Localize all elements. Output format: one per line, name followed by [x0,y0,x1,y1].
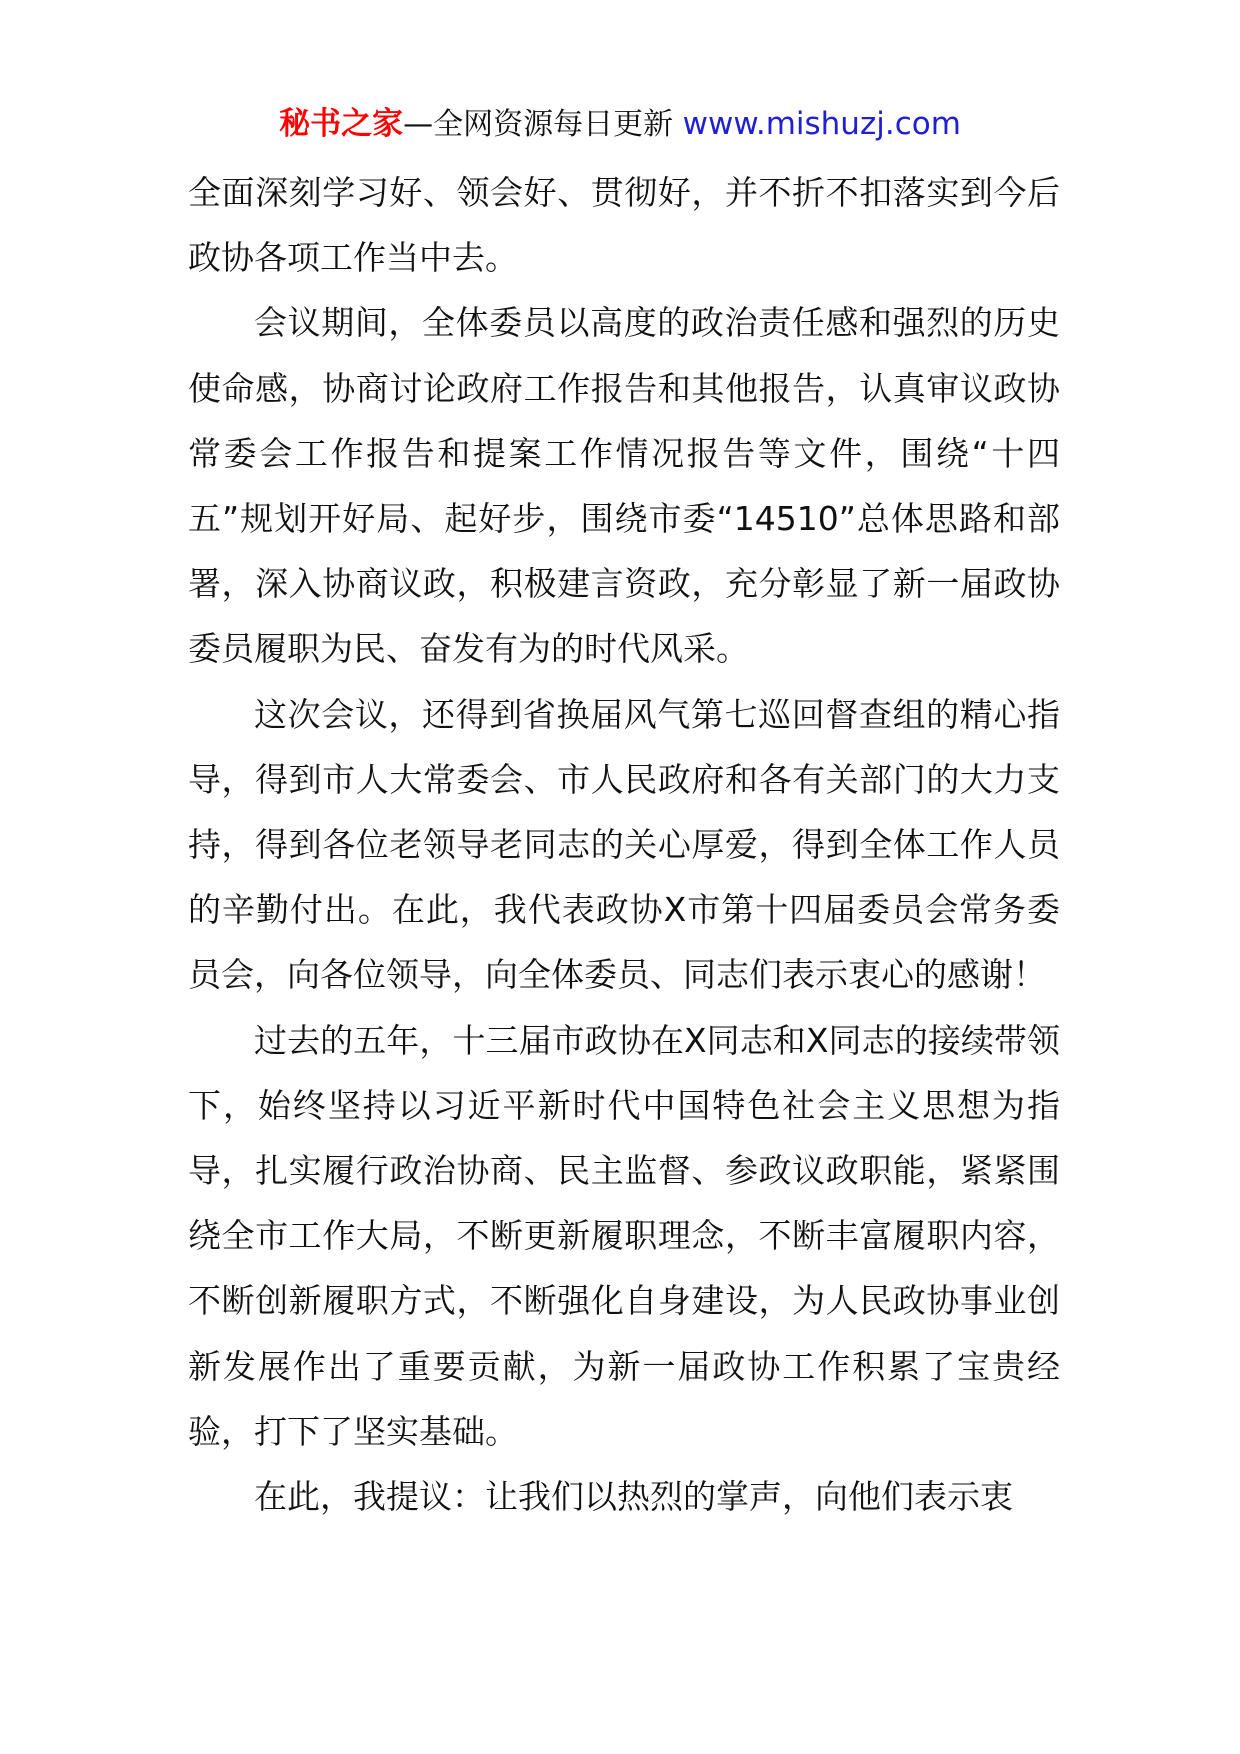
paragraph-3: 这次会议，还得到省换届风气第七巡回督查组的精心指导，得到市人大常委会、市人民政府和各有关部门的大力支持，得到各位老领导老同志的关心厚爱，得到全体工作人员的辛勤付出。在此，我代表政协X市第十四届委员会常务委员会，向各位领导，向全体委员、同志们表示衷心的感谢！ [188,694,1060,995]
document-header [0,104,1240,145]
paragraph-1: 全面深刻学习好、领会好、贯彻好，并不折不扣落实到今后政协各项工作当中去。 [188,173,1060,278]
site-brand: 秘书之家 [279,106,404,142]
paragraph-2: 会议期间，全体委员以高度的政治责任感和强烈的历史使命感，协商讨论政府工作报告和其他报告，认真审议政协常委会工作报告和提案工作情况报告等文件，围绕“十四五”规划开好局、起好步，围绕市委“14510”总体思路和部署，深入协商议政，积极建言资政，充分彰显了新一届政协委员履职为民、奋发有为的时代风采。 [188,303,1060,669]
document-body [188,160,1060,1529]
paragraph-4: 过去的五年，十三届市政协在X同志和X同志的接续带领下，始终坚持以习近平新时代中国特色社会主义思想为指导，扎实履行政治协商、民主监督、参政议政职能，紧紧围绕全市工作大局，不断更新履职理念，不断丰富履职内容，不断创新履职方式，不断强化自身建设，为人民政协事业创新发展作出了重要贡献，为新一届政协工作积累了宝贵经验，打下了坚实基础。 [188,1020,1060,1451]
site-tagline: —全网资源每日更新 [403,107,683,142]
site-url-link[interactable]: www.mishuzj.com [682,106,961,142]
paragraph-5: 在此，我提议：让我们以热烈的掌声，向他们表示衷 [254,1477,1013,1517]
